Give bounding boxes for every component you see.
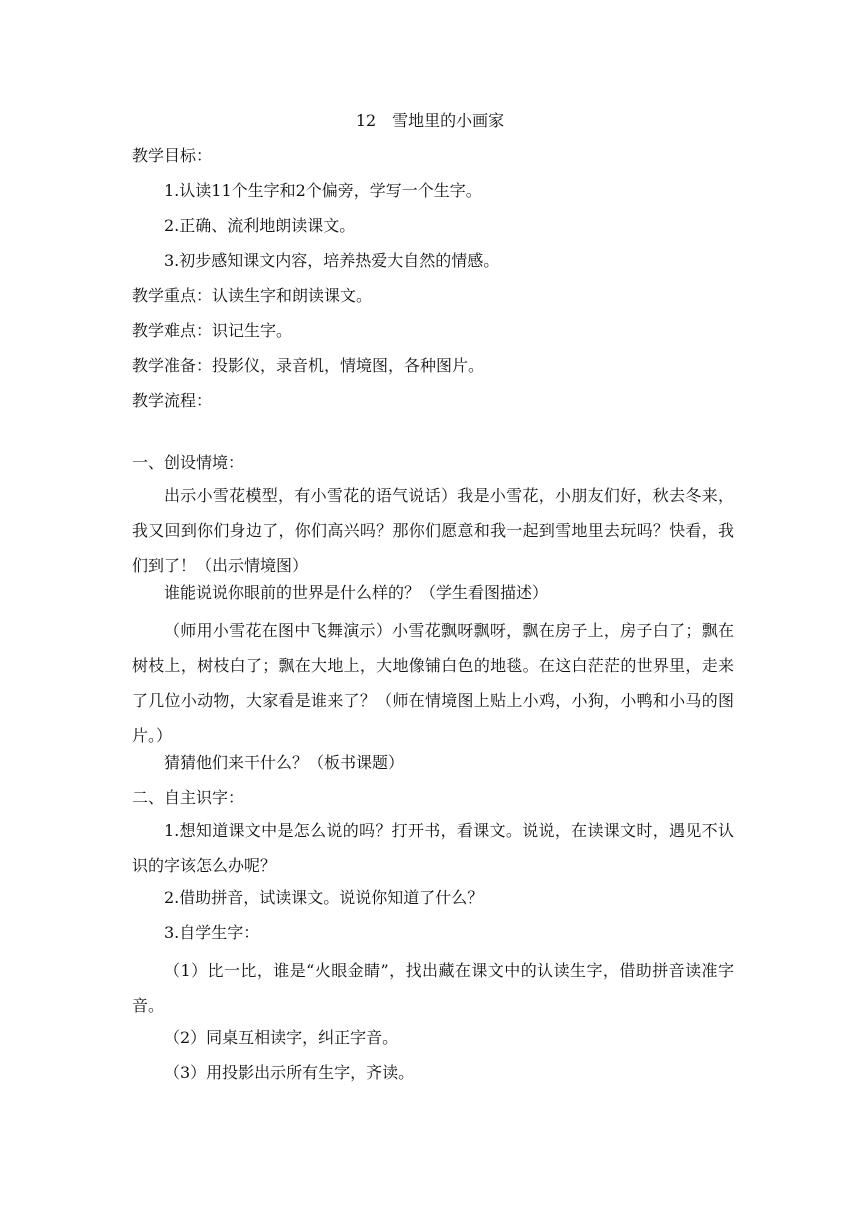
preparation-line: 教学准备：投影仪，录音机，情境图，各种图片。	[132, 356, 485, 375]
lesson-title: 12 雪地里的小画家	[355, 111, 505, 130]
key-point-line: 教学重点：认读生字和朗读课文。	[132, 286, 373, 305]
objective-item: 2.正确、流利地朗读课文。	[164, 216, 356, 235]
objectives-label: 教学目标：	[132, 146, 213, 165]
difficulty-line: 教学难点：识记生字。	[132, 321, 293, 340]
section2-step: 1.想知道课文中是怎么说的吗？打开书，看课文。说说，在读课文时，遇见不认识的字该怎么办呢？	[132, 821, 734, 875]
section2-step: 2.借助拼音，试读课文。说说你知道了什么？	[164, 888, 484, 907]
section1-heading: 一、创设情境：	[132, 453, 245, 472]
section1-paragraph: 出示小雪花模型，有小雪花的语气说话）我是小雪花，小朋友们好，秋去冬来，我又回到你们身边了，你们高兴吗？那你们愿意和我一起到雪地里去玩吗？快看，我们到了！（出示情境图）	[132, 486, 734, 575]
section1-paragraph: 谁能说说你眼前的世界是什么样的？（学生看图描述）	[164, 583, 549, 602]
objective-item: 1.认读11个生字和2个偏旁，学写一个生字。	[164, 181, 482, 200]
objective-item: 3.初步感知课文内容，培养热爱大自然的情感。	[164, 251, 500, 270]
section2-heading: 二、自主识字：	[132, 788, 245, 807]
section2-substep: （1）比一比，谁是“火眼金睛”，找出藏在课文中的认读生字，借助拼音读准字音。	[132, 961, 734, 1015]
section2-step: 3.自学生字：	[164, 923, 260, 942]
section1-paragraph: （师用小雪花在图中飞舞演示）小雪花飘呀飘呀，飘在房子上，房子白了；飘在树枝上，树枝白了；飘在大地上，大地像铺白色的地毯。在这白茫茫的世界里，走来了几位小动物，大家看是谁来了？（师在情境图上贴上小鸡，小狗，小鸭和小马的图片。）	[132, 621, 734, 745]
section1-paragraph: 猜猜他们来干什么？（板书课题）	[164, 753, 405, 772]
process-label: 教学流程：	[132, 391, 213, 410]
section2-substep: （2）同桌互相读字，纠正字音。	[164, 1028, 399, 1047]
section2-substep: （3）用投影出示所有生字，齐读。	[164, 1063, 415, 1082]
